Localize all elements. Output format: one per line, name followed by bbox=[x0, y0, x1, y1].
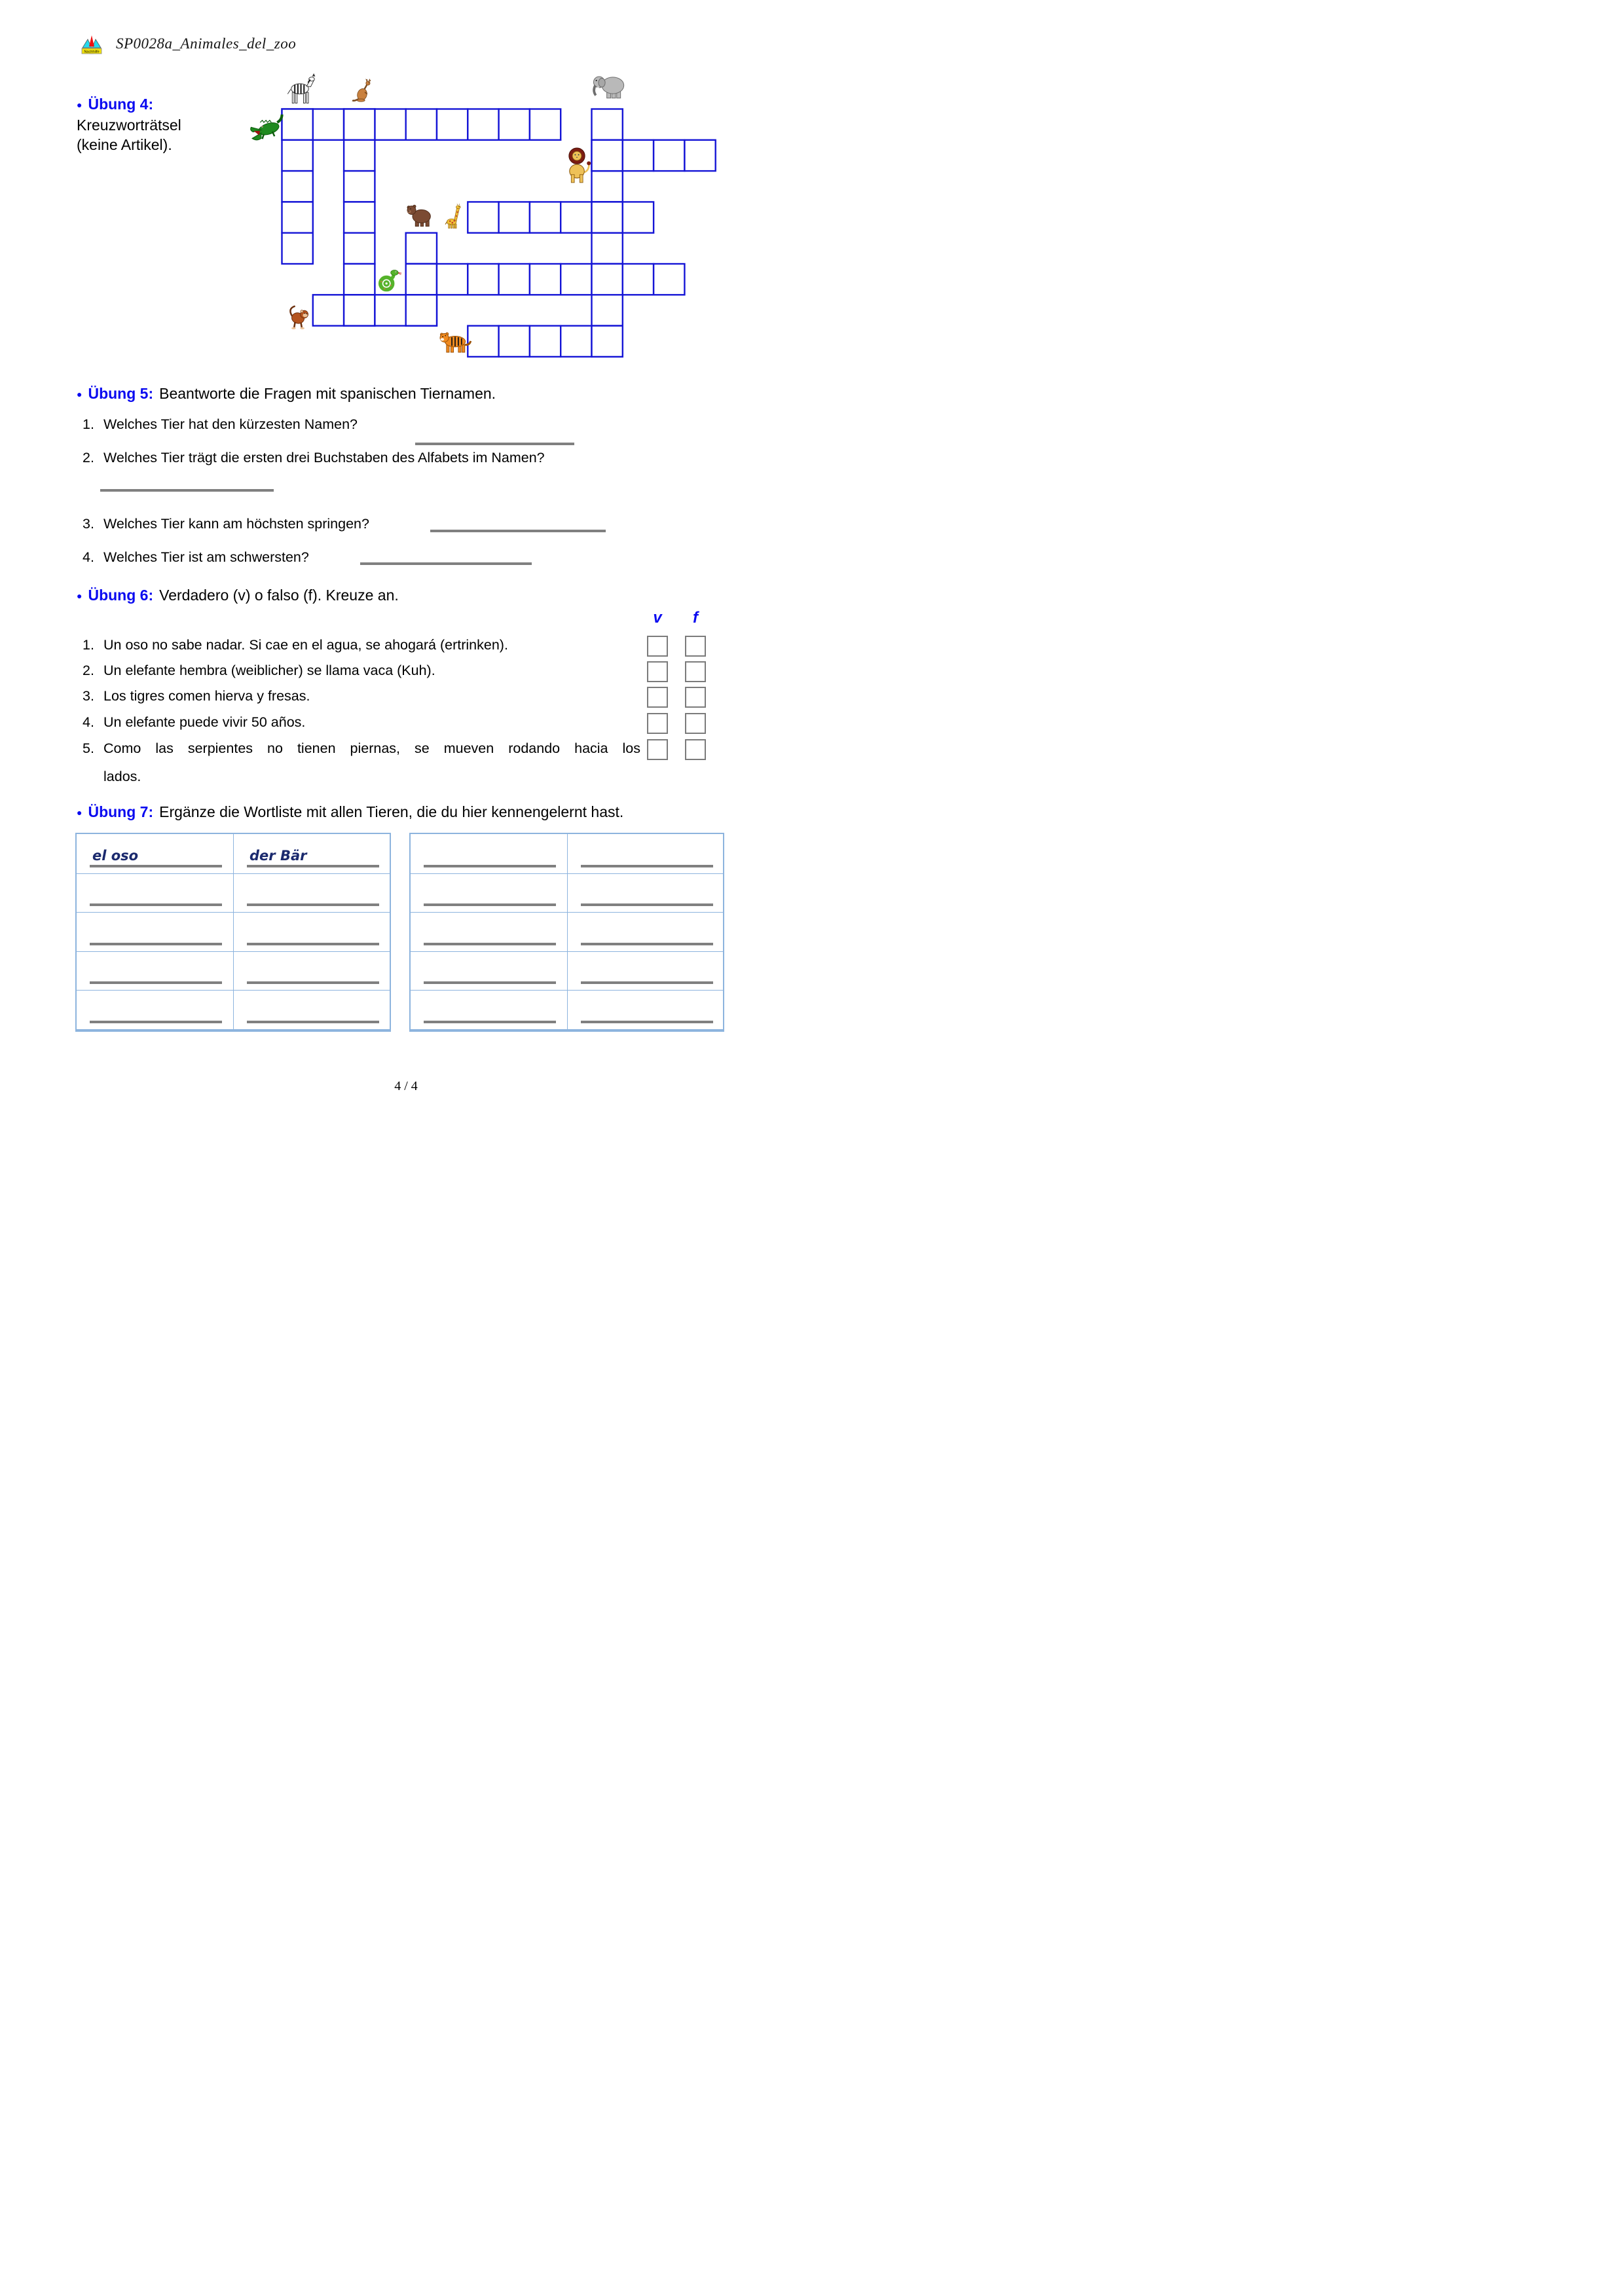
crossword-cell-serpiente-7[interactable] bbox=[623, 264, 654, 295]
wordlist-cell[interactable] bbox=[77, 951, 233, 991]
statement-4-number: 4. bbox=[83, 714, 94, 730]
crossword-cell-serpiente-0[interactable] bbox=[406, 264, 437, 295]
statement-1-number: 1. bbox=[83, 637, 94, 653]
question-2-text: Welches Tier trägt die ersten drei Buchstaben des Alfabets im Namen? bbox=[103, 450, 545, 465]
question-4-number: 4. bbox=[83, 549, 94, 565]
crossword-cell-cocodrilo-7[interactable] bbox=[499, 109, 530, 140]
checkbox-v-statement-1[interactable] bbox=[647, 636, 668, 657]
wordlist-cell[interactable] bbox=[77, 990, 233, 1029]
crossword-cell-cocodrilo-1[interactable] bbox=[313, 109, 344, 140]
answer-line bbox=[424, 1021, 556, 1023]
crossword-cell-jirafa-4[interactable] bbox=[592, 202, 623, 232]
crossword-cell-tigre-1[interactable] bbox=[499, 326, 530, 357]
wordlist-cell[interactable] bbox=[411, 990, 567, 1029]
question-4-text: Welches Tier ist am schwersten? bbox=[103, 549, 309, 565]
statement-1 bbox=[83, 637, 508, 653]
checkbox-f-statement-1[interactable] bbox=[685, 636, 706, 657]
checkbox-v-statement-2[interactable] bbox=[647, 661, 668, 682]
answer-line bbox=[581, 981, 713, 984]
exercise5-label: Übung 5: bbox=[88, 385, 154, 402]
answer-line bbox=[90, 903, 222, 906]
wordlist-table-left bbox=[75, 833, 391, 1032]
answer-line bbox=[581, 903, 713, 906]
crossword-cell-mono-0[interactable] bbox=[313, 295, 344, 325]
wordlist-cell[interactable] bbox=[567, 951, 724, 991]
statement-5 bbox=[83, 740, 640, 757]
checkbox-v-statement-3[interactable] bbox=[647, 687, 668, 708]
crossword-cell-cebra-1[interactable] bbox=[282, 140, 313, 171]
bullet-icon: ● bbox=[77, 807, 83, 818]
crossword-cell-tigre-2[interactable] bbox=[530, 326, 561, 357]
answer-line bbox=[424, 943, 556, 945]
answer-line bbox=[424, 903, 556, 906]
answer-line-q3[interactable] bbox=[430, 530, 606, 532]
exercise4-line1: Kreuzworträtsel bbox=[77, 117, 181, 134]
crossword-cell-elefante-2[interactable] bbox=[592, 171, 623, 202]
wordlist-cell[interactable] bbox=[411, 873, 567, 913]
crossword-grid bbox=[281, 108, 717, 358]
statement-4 bbox=[83, 714, 305, 731]
question-4 bbox=[83, 549, 309, 566]
statement-4-text: Un elefante puede vivir 50 años. bbox=[103, 714, 306, 730]
crossword-cell-mono-3[interactable] bbox=[406, 295, 437, 325]
answer-line bbox=[424, 865, 556, 867]
question-1 bbox=[83, 416, 358, 433]
exercise5-instruction: Beantworte die Fragen mit spanischen Tiernamen. bbox=[159, 385, 496, 402]
crossword-cell-tigre-3[interactable] bbox=[561, 326, 591, 357]
crossword-cell-canguro-2[interactable] bbox=[344, 171, 375, 202]
page-number: 4 / 4 bbox=[394, 1079, 418, 1093]
crossword-cell-cocodrilo-4[interactable] bbox=[406, 109, 437, 140]
exercise4-heading bbox=[77, 96, 153, 113]
statement-5-text: Como las serpientes no tienen piernas, se mueven rodando hacia los bbox=[103, 740, 640, 756]
example-german: der Bär bbox=[249, 847, 307, 864]
wordlist-cell[interactable] bbox=[77, 912, 233, 951]
exercise7-heading bbox=[77, 803, 623, 821]
snake-icon bbox=[374, 268, 405, 292]
wordlist-cell[interactable] bbox=[567, 990, 724, 1029]
wordlist-cell[interactable] bbox=[77, 873, 233, 913]
answer-line bbox=[90, 943, 222, 945]
checkbox-v-statement-4[interactable] bbox=[647, 713, 668, 734]
crossword-cell-oso-0[interactable] bbox=[406, 233, 437, 264]
exercise5-heading bbox=[77, 385, 496, 403]
crossword-cell-tigre-4[interactable] bbox=[592, 326, 623, 357]
crossword-cell-cocodrilo-8[interactable] bbox=[530, 109, 561, 140]
exercise6-instruction: Verdadero (v) o falso (f). Kreuze an. bbox=[159, 587, 399, 604]
answer-line bbox=[247, 903, 379, 906]
question-3 bbox=[83, 516, 369, 532]
crossword-cell-mono-2[interactable] bbox=[375, 295, 405, 325]
wordlist-cell[interactable] bbox=[233, 990, 390, 1029]
crossword-cell-serpiente-8[interactable] bbox=[654, 264, 684, 295]
crossword-cell-serpiente-4[interactable] bbox=[530, 264, 561, 295]
statement-5-text-line2: lados. bbox=[103, 769, 141, 784]
bullet-icon: ● bbox=[77, 100, 83, 110]
lion-icon bbox=[560, 141, 594, 189]
wordlist-cell[interactable] bbox=[411, 912, 567, 951]
example-spanish: el oso bbox=[92, 847, 139, 864]
checkbox-v-statement-5[interactable] bbox=[647, 739, 668, 760]
wordlist-cell[interactable] bbox=[233, 912, 390, 951]
kangaroo-icon bbox=[352, 73, 377, 109]
answer-line bbox=[90, 1021, 222, 1023]
document-title: SP0028a_Animales_del_zoo bbox=[116, 35, 297, 52]
column-header-falso: f bbox=[693, 609, 698, 627]
crossword-cell-cebra-4[interactable] bbox=[282, 233, 313, 264]
crossword-cell-serpiente-2[interactable] bbox=[468, 264, 498, 295]
exercise7-label: Übung 7: bbox=[88, 803, 154, 820]
crossword-cell-león-1[interactable] bbox=[623, 140, 654, 171]
answer-line bbox=[581, 943, 713, 945]
crossword-cell-cocodrilo-3[interactable] bbox=[375, 109, 405, 140]
question-1-number: 1. bbox=[83, 416, 94, 432]
statement-3 bbox=[83, 688, 310, 704]
exercise6-label: Übung 6: bbox=[88, 587, 154, 604]
monkey-icon bbox=[284, 299, 314, 333]
crossword-cell-león-2[interactable] bbox=[654, 140, 684, 171]
answer-line bbox=[90, 865, 222, 867]
bear-icon bbox=[405, 204, 435, 229]
crossword-cell-jirafa-5[interactable] bbox=[623, 202, 654, 232]
answer-line bbox=[424, 981, 556, 984]
wordlist-table-right bbox=[409, 833, 724, 1032]
question-3-number: 3. bbox=[83, 516, 94, 532]
crossword-cell-jirafa-1[interactable] bbox=[499, 202, 530, 232]
crossword-cell-elefante-0[interactable] bbox=[592, 109, 623, 140]
crossword-cell-elefante-6[interactable] bbox=[592, 295, 623, 325]
crossword-cell-serpiente-3[interactable] bbox=[499, 264, 530, 295]
exercise6-heading bbox=[77, 587, 399, 604]
crossword-cell-cebra-0[interactable] bbox=[282, 109, 313, 140]
exercise4-label: Übung 4: bbox=[88, 96, 154, 113]
crossword-cell-cocodrilo-6[interactable] bbox=[468, 109, 498, 140]
wordlist-cell[interactable] bbox=[567, 834, 724, 873]
crossword-cell-jirafa-3[interactable] bbox=[561, 202, 591, 232]
crocodile-icon bbox=[249, 108, 284, 145]
answer-line bbox=[90, 981, 222, 984]
statement-2 bbox=[83, 663, 435, 679]
answer-line bbox=[247, 943, 379, 945]
crossword-cell-león-0[interactable] bbox=[592, 140, 623, 171]
answer-line-q1[interactable] bbox=[415, 443, 574, 445]
nachhilfe-logo bbox=[81, 34, 102, 56]
statement-1-text: Un oso no sabe nadar. Si cae en el agua, se ahogará (ertrinken). bbox=[103, 637, 508, 653]
crossword-cell-canguro-4[interactable] bbox=[344, 233, 375, 264]
answer-line-q2[interactable] bbox=[100, 489, 274, 492]
worksheet-page bbox=[0, 0, 812, 1148]
checkbox-f-statement-4[interactable] bbox=[685, 713, 706, 734]
column-header-verdadero: v bbox=[653, 609, 662, 627]
crossword-cell-canguro-1[interactable] bbox=[344, 140, 375, 171]
crossword-cell-jirafa-0[interactable] bbox=[468, 202, 498, 232]
question-2-number: 2. bbox=[83, 450, 94, 465]
checkbox-f-statement-5[interactable] bbox=[685, 739, 706, 760]
wordlist-cell[interactable] bbox=[233, 951, 390, 991]
answer-line bbox=[247, 865, 379, 867]
answer-line-q4[interactable] bbox=[360, 562, 532, 565]
answer-line bbox=[247, 981, 379, 984]
exercise7-instruction: Ergänze die Wortliste mit allen Tieren, die du hier kennengelernt hast. bbox=[159, 803, 624, 820]
crossword-cell-cebra-2[interactable] bbox=[282, 171, 313, 202]
answer-line bbox=[581, 865, 713, 867]
statement-3-number: 3. bbox=[83, 688, 94, 704]
giraffe-icon bbox=[441, 200, 461, 232]
logo-text: Nachhilfe bbox=[84, 50, 100, 54]
wordlist-cell[interactable] bbox=[411, 834, 567, 873]
crossword-cell-elefante-4[interactable] bbox=[592, 233, 623, 264]
crossword-cell-jirafa-2[interactable] bbox=[530, 202, 561, 232]
wordlist-cell[interactable] bbox=[233, 834, 390, 873]
crossword-cell-canguro-0[interactable] bbox=[344, 109, 375, 140]
crossword-cell-cebra-3[interactable] bbox=[282, 202, 313, 232]
tiger-icon bbox=[437, 329, 473, 355]
answer-line bbox=[247, 1021, 379, 1023]
crossword-cell-mono-1[interactable] bbox=[344, 295, 375, 325]
crossword-cell-serpiente-6[interactable] bbox=[592, 264, 623, 295]
crossword-cell-cocodrilo-5[interactable] bbox=[437, 109, 468, 140]
elephant-icon bbox=[591, 73, 627, 101]
crossword-cell-serpiente-5[interactable] bbox=[561, 264, 591, 295]
statement-2-text: Un elefante hembra (weiblicher) se llama vaca (Kuh). bbox=[103, 663, 435, 678]
crossword-cell-canguro-3[interactable] bbox=[344, 202, 375, 232]
crossword-cell-león-3[interactable] bbox=[684, 140, 715, 171]
wordlist-cell[interactable] bbox=[77, 834, 233, 873]
wordlist-cell[interactable] bbox=[233, 873, 390, 913]
exercise4-line2: (keine Artikel). bbox=[77, 136, 172, 153]
wordlist-cell[interactable] bbox=[567, 912, 724, 951]
bullet-icon: ● bbox=[77, 591, 83, 601]
crossword-cell-canguro-5[interactable] bbox=[344, 264, 375, 295]
question-1-text: Welches Tier hat den kürzesten Namen? bbox=[103, 416, 358, 432]
statement-2-number: 2. bbox=[83, 663, 94, 678]
statement-5-number: 5. bbox=[83, 740, 94, 756]
wordlist-cell[interactable] bbox=[567, 873, 724, 913]
checkbox-f-statement-3[interactable] bbox=[685, 687, 706, 708]
bullet-icon: ● bbox=[77, 389, 83, 399]
crossword-cell-serpiente-1[interactable] bbox=[437, 264, 468, 295]
zebra-icon bbox=[284, 72, 316, 109]
question-3-text: Welches Tier kann am höchsten springen? bbox=[103, 516, 369, 532]
question-2 bbox=[83, 450, 545, 466]
checkbox-f-statement-2[interactable] bbox=[685, 661, 706, 682]
statement-3-text: Los tigres comen hierva y fresas. bbox=[103, 688, 310, 704]
wordlist-cell[interactable] bbox=[411, 951, 567, 991]
answer-line bbox=[581, 1021, 713, 1023]
